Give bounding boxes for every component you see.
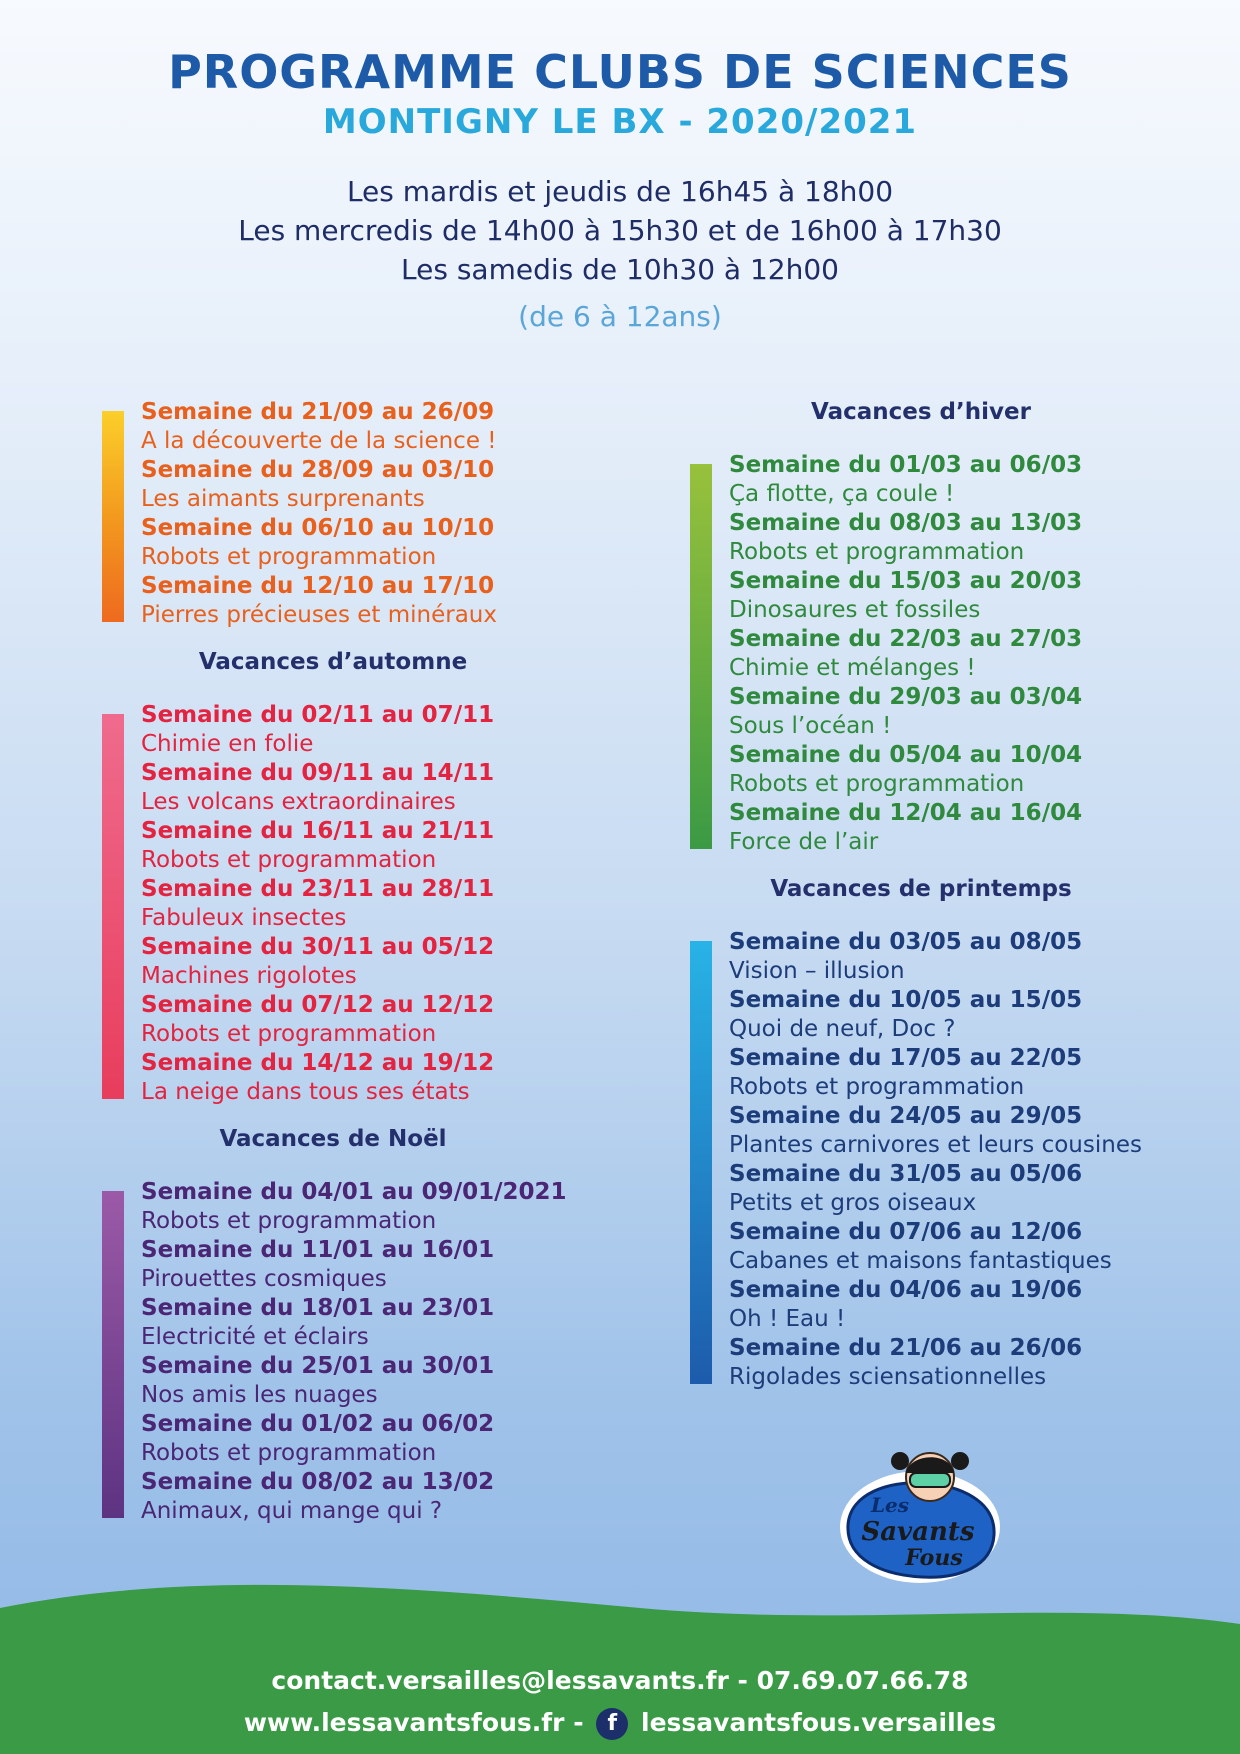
week-label: Semaine du 05/04 au 10/04 — [729, 742, 1083, 768]
list-item — [729, 1044, 1210, 1102]
topic-label: Sous l’océan ! — [729, 713, 892, 739]
week-label: Semaine du 25/01 au 30/01 — [141, 1353, 495, 1379]
list-item — [141, 1468, 622, 1526]
list-item — [729, 625, 1210, 683]
topic-label: Petits et gros oiseaux — [729, 1190, 977, 1216]
week-label: Semaine du 16/11 au 21/11 — [141, 818, 495, 844]
topic-label: Dinosaures et fossiles — [729, 597, 981, 623]
week-label: Semaine du 21/06 au 26/06 — [729, 1335, 1083, 1361]
list-item — [141, 701, 622, 759]
list-item — [141, 1236, 622, 1294]
program-block-may — [690, 928, 1210, 1392]
week-label: Semaine du 07/12 au 12/12 — [141, 992, 495, 1018]
week-label: Semaine du 23/11 au 28/11 — [141, 876, 495, 902]
footer-contact: contact.versailles@lessavants.fr - 07.69.07.66.78 — [271, 1666, 969, 1695]
list-item — [729, 1334, 1210, 1392]
website-link[interactable]: www.lessavantsfous.fr - — [243, 1708, 584, 1737]
list-item — [141, 1178, 622, 1236]
topic-label: Vision – illusion — [729, 958, 905, 984]
list-item — [141, 817, 622, 875]
facebook-link[interactable]: lessavantsfous.versailles — [641, 1708, 997, 1737]
list-item — [141, 572, 622, 630]
topic-label: Robots et programmation — [729, 539, 1025, 565]
color-bar — [690, 464, 712, 849]
topic-label: Cabanes et maisons fantastiques — [729, 1248, 1112, 1274]
page-subtitle: MONTIGNY LE BX - 2020/2021 — [322, 102, 918, 142]
topic-label: Quoi de neuf, Doc ? — [729, 1016, 956, 1042]
topic-label: Robots et programmation — [141, 847, 437, 873]
week-label: Semaine du 24/05 au 29/05 — [729, 1103, 1083, 1129]
week-label: Semaine du 22/03 au 27/03 — [729, 626, 1083, 652]
color-bar — [102, 1191, 124, 1518]
color-bar — [102, 411, 124, 622]
list-item — [141, 759, 622, 817]
logo-text-line2: Savants — [861, 1517, 975, 1547]
page-title: PROGRAMME CLUBS DE SCIENCES — [168, 45, 1072, 99]
week-label: Semaine du 03/05 au 08/05 — [729, 929, 1083, 955]
topic-label: Robots et programmation — [729, 1074, 1025, 1100]
vacation-heading: Vacances de Noël — [219, 1126, 447, 1152]
list-item — [729, 799, 1210, 857]
week-label: Semaine du 14/12 au 19/12 — [141, 1050, 495, 1076]
topic-label: Robots et programmation — [141, 1440, 437, 1466]
schedule-line: Les mardis et jeudis de 16h45 à 18h00 — [346, 175, 894, 208]
vacation-heading: Vacances d’automne — [198, 649, 468, 675]
week-label: Semaine du 12/04 au 16/04 — [729, 800, 1083, 826]
topic-label: Oh ! Eau ! — [729, 1306, 846, 1332]
week-label: Semaine du 08/03 au 13/03 — [729, 510, 1083, 536]
topic-label: Robots et programmation — [729, 771, 1025, 797]
topic-label: Les volcans extraordinaires — [141, 789, 456, 815]
list-item — [729, 1102, 1210, 1160]
topic-label: Force de l’air — [729, 829, 879, 855]
topic-label: A la découverte de la science ! — [141, 428, 497, 454]
age-range: (de 6 à 12ans) — [518, 300, 722, 333]
list-item — [141, 1049, 622, 1107]
week-label: Semaine du 04/06 au 19/06 — [729, 1277, 1083, 1303]
list-item — [141, 1410, 622, 1468]
topic-label: Machines rigolotes — [141, 963, 357, 989]
week-label: Semaine du 18/01 au 23/01 — [141, 1295, 495, 1321]
week-label: Semaine du 30/11 au 05/12 — [141, 934, 495, 960]
color-bar — [102, 714, 124, 1099]
list-item — [141, 456, 622, 514]
week-label: Semaine du 28/09 au 03/10 — [141, 457, 495, 483]
topic-label: Robots et programmation — [141, 1021, 437, 1047]
list-item — [729, 928, 1210, 986]
week-label: Semaine du 06/10 au 10/10 — [141, 515, 495, 541]
header — [0, 44, 1240, 144]
topic-label: Les aimants surprenants — [141, 486, 425, 512]
topic-label: Rigolades sciensationnelles — [729, 1364, 1047, 1390]
week-label: Semaine du 07/06 au 12/06 — [729, 1219, 1083, 1245]
week-label: Semaine du 11/01 au 16/01 — [141, 1237, 495, 1263]
list-item — [729, 1276, 1210, 1334]
topic-label: La neige dans tous ses états — [141, 1079, 470, 1105]
list-item — [141, 514, 622, 572]
week-label: Semaine du 01/03 au 06/03 — [729, 452, 1083, 478]
week-label: Semaine du 17/05 au 22/05 — [729, 1045, 1083, 1071]
topic-label: Animaux, qui mange qui ? — [141, 1498, 443, 1524]
week-label: Semaine du 31/05 au 05/06 — [729, 1161, 1083, 1187]
week-label: Semaine du 02/11 au 07/11 — [141, 702, 495, 728]
list-item — [141, 875, 622, 933]
right-column — [690, 398, 1210, 1410]
week-label: Semaine du 04/01 au 09/01/2021 — [141, 1179, 567, 1205]
topic-label: Robots et programmation — [141, 1208, 437, 1234]
list-item — [729, 567, 1210, 625]
logo-text-line1: Les — [870, 1493, 910, 1517]
week-label: Semaine du 29/03 au 03/04 — [729, 684, 1083, 710]
list-item — [729, 683, 1210, 741]
color-bar — [690, 941, 712, 1384]
schedule-line: Les samedis de 10h30 à 12h00 — [401, 253, 839, 286]
les-savants-fous-logo — [830, 1443, 1006, 1591]
program-block-january — [102, 1178, 622, 1526]
topic-label: Ça flotte, ça coule ! — [729, 481, 955, 507]
facebook-icon[interactable]: f — [596, 1708, 628, 1740]
logo-text-line3: Fous — [905, 1545, 963, 1571]
schedule-line: Les mercredis de 14h00 à 15h30 et de 16h00 à 17h30 — [238, 214, 1002, 247]
week-label: Semaine du 01/02 au 06/02 — [141, 1411, 495, 1437]
week-label: Semaine du 10/05 au 15/05 — [729, 987, 1083, 1013]
week-label: Semaine du 21/09 au 26/09 — [141, 399, 495, 425]
list-item — [141, 1294, 622, 1352]
week-label: Semaine du 15/03 au 20/03 — [729, 568, 1083, 594]
topic-label: Pierres précieuses et minéraux — [141, 602, 497, 628]
topic-label: Fabuleux insectes — [141, 905, 347, 931]
topic-label: Pirouettes cosmiques — [141, 1266, 387, 1292]
program-block-autumn — [102, 398, 622, 630]
topic-label: Chimie et mélanges ! — [729, 655, 976, 681]
list-item — [729, 509, 1210, 567]
topic-label: Robots et programmation — [141, 544, 437, 570]
list-item — [729, 986, 1210, 1044]
list-item — [141, 933, 622, 991]
topic-label: Electricité et éclairs — [141, 1324, 369, 1350]
schedule — [0, 172, 1240, 289]
topic-label: Nos amis les nuages — [141, 1382, 378, 1408]
week-label: Semaine du 12/10 au 17/10 — [141, 573, 495, 599]
week-label: Semaine du 09/11 au 14/11 — [141, 760, 495, 786]
program-block-november — [102, 701, 622, 1107]
list-item — [729, 741, 1210, 799]
list-item — [729, 1218, 1210, 1276]
week-label: Semaine du 08/02 au 13/02 — [141, 1469, 495, 1495]
list-item — [141, 1352, 622, 1410]
topic-label: Chimie en folie — [141, 731, 314, 757]
footer-web — [0, 1708, 1240, 1740]
list-item — [729, 1160, 1210, 1218]
list-item — [141, 398, 622, 456]
list-item — [141, 991, 622, 1049]
topic-label: Plantes carnivores et leurs cousines — [729, 1132, 1142, 1158]
vacation-heading: Vacances de printemps — [770, 876, 1072, 902]
program-block-march — [690, 451, 1210, 857]
left-column — [102, 398, 622, 1544]
vacation-heading: Vacances d’hiver — [811, 399, 1031, 425]
list-item — [729, 451, 1210, 509]
